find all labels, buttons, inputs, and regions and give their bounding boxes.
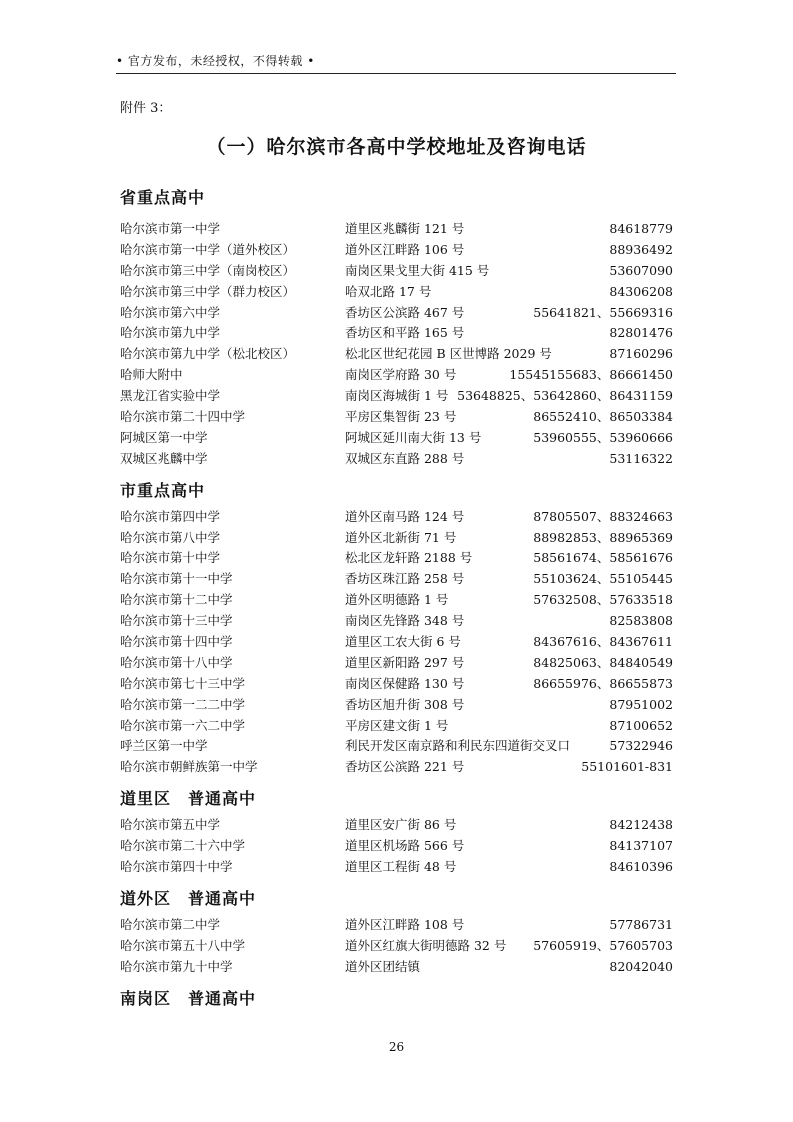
- school-phone: 84610396: [609, 859, 673, 875]
- school-row: [120, 611, 675, 632]
- document-title: （一）哈尔滨市各高中学校地址及咨询电话: [206, 136, 587, 158]
- school-address: 南岗区先锋路 348 号: [345, 613, 465, 629]
- school-address: 香坊区和平路 165 号: [345, 325, 465, 341]
- school-row: [120, 365, 675, 386]
- school-row: [120, 632, 675, 653]
- school-row: [120, 240, 675, 261]
- school-name: 哈尔滨市第三中学（群力校区）: [120, 283, 296, 299]
- page-number: 26: [388, 1040, 405, 1054]
- school-name: 黑龙江省实验中学: [120, 388, 221, 404]
- school-address: 道里区兆麟街 121 号: [345, 221, 465, 236]
- school-address: 道外区明德路 1 号: [345, 592, 449, 608]
- school-address: 松北区龙轩路 2188 号: [345, 550, 473, 566]
- school-name: 哈尔滨市第十中学: [120, 550, 221, 566]
- school-phone: 57322946: [609, 738, 673, 754]
- school-name: 呼兰区第一中学: [120, 738, 208, 754]
- school-phone: 84212438: [609, 817, 673, 833]
- section-heading: 市重点高中: [120, 480, 206, 500]
- school-address: 香坊区公滨路 467 号: [345, 304, 465, 320]
- section-heading: 道外区 普通高中: [120, 888, 257, 908]
- school-address: 道里区工农大街 6 号: [345, 634, 461, 650]
- school-phone: 87160296: [609, 346, 673, 362]
- school-row: [120, 569, 675, 590]
- school-row: [120, 303, 675, 324]
- school-address: 利民开发区南京路和利民东四道街交叉口: [345, 738, 571, 754]
- school-phone: 15545155683、86661450: [509, 367, 673, 383]
- school-row: [120, 386, 675, 407]
- school-phone: 53607090: [609, 262, 673, 278]
- school-address: 香坊区公滨路 221 号: [345, 759, 465, 775]
- school-phone: 88936492: [609, 241, 673, 257]
- school-name: 哈尔滨市第三中学（南岗校区）: [120, 262, 296, 278]
- school-phone: 86552410、86503384: [533, 409, 673, 425]
- school-address: 道里区机场路 566 号: [345, 838, 465, 854]
- school-phone: 88982853、88965369: [533, 529, 673, 545]
- school-row: [120, 695, 675, 716]
- school-name: 哈尔滨市第十八中学: [120, 654, 233, 670]
- school-row: [120, 957, 675, 978]
- school-name: 哈尔滨市第五十八中学: [120, 937, 246, 953]
- school-name: 哈尔滨市第七十三中学: [120, 675, 246, 691]
- school-address: 道外区江畔路 106 号: [345, 241, 465, 257]
- school-row: [120, 528, 675, 549]
- school-phone: 84137107: [609, 838, 673, 854]
- school-row: [120, 653, 675, 674]
- school-list: [120, 178, 675, 1015]
- school-address: 道里区安广街 86 号: [345, 817, 457, 833]
- school-phone: 82583808: [609, 613, 673, 629]
- school-row: [120, 428, 675, 449]
- school-name: 哈尔滨市第八中学: [120, 529, 221, 545]
- school-address: 双城区东直路 288 号: [345, 450, 465, 466]
- school-phone: 57632508、57633518: [533, 592, 673, 608]
- school-name: 哈尔滨市第四中学: [120, 508, 221, 524]
- school-address: 平房区建文街 1 号: [345, 717, 449, 733]
- school-row: [120, 674, 675, 695]
- school-name: 哈尔滨市朝鲜族第一中学: [120, 759, 258, 775]
- school-address: 道里区工程街 48 号: [345, 859, 457, 875]
- school-address: 松北区世纪花园 B 区世博路 2029 号: [345, 346, 552, 362]
- school-row: [120, 936, 675, 957]
- school-name: 哈尔滨市第五中学: [120, 817, 221, 833]
- school-name: 哈尔滨市第十二中学: [120, 592, 233, 608]
- page-header: • 官方发布，未经授权，不得转载 •: [116, 54, 315, 68]
- school-phone: 84825063、84840549: [533, 654, 673, 670]
- school-address: 道外区北新街 71 号: [345, 529, 457, 545]
- school-phone: 87951002: [609, 696, 673, 712]
- school-address: 南岗区海城街 1 号: [345, 388, 449, 404]
- school-address: 南岗区果戈里大街 415 号: [345, 262, 490, 278]
- school-row: [120, 736, 675, 757]
- school-name: 哈尔滨市第一中学（道外校区）: [120, 241, 296, 257]
- school-name: 双城区兆麟中学: [120, 450, 208, 466]
- school-phone: 86655976、86655873: [533, 675, 673, 691]
- school-row: [120, 915, 675, 936]
- school-address: 平房区集智街 23 号: [345, 409, 457, 425]
- school-name: 哈尔滨市第六中学: [120, 304, 221, 320]
- school-row: [120, 219, 675, 240]
- school-phone: 84367616、84367611: [533, 634, 673, 650]
- school-row: [120, 344, 675, 365]
- section-heading: 南岗区 普通高中: [120, 988, 257, 1008]
- school-row: [120, 323, 675, 344]
- school-address: 香坊区珠江路 258 号: [345, 571, 465, 587]
- school-phone: 82042040: [609, 958, 673, 974]
- school-name: 哈尔滨市第一中学: [120, 221, 221, 236]
- school-name: 哈尔滨市第九十中学: [120, 958, 233, 974]
- school-name: 哈尔滨市第二十四中学: [120, 409, 246, 425]
- school-row: [120, 449, 675, 470]
- school-row: [120, 836, 675, 857]
- school-row: [120, 282, 675, 303]
- school-address: 道里区新阳路 297 号: [345, 654, 465, 670]
- school-row: [120, 716, 675, 737]
- school-phone: 57605919、57605703: [533, 937, 673, 953]
- school-name: 哈尔滨市第十一中学: [120, 571, 233, 587]
- school-name: 哈尔滨市第一六二中学: [120, 717, 246, 733]
- school-address: 香坊区旭升街 308 号: [345, 696, 465, 712]
- section-heading: 道里区 普通高中: [120, 789, 257, 809]
- attachment-label: 附件 3：: [120, 101, 172, 116]
- school-address: 哈双北路 17 号: [345, 283, 432, 299]
- header-rule: [116, 73, 676, 74]
- school-name: 哈尔滨市第四十中学: [120, 859, 233, 875]
- school-name: 哈尔滨市第九中学（松北校区）: [120, 346, 296, 362]
- school-row: [120, 815, 675, 836]
- school-name: 阿城区第一中学: [120, 429, 208, 445]
- school-address: 道外区南马路 124 号: [345, 508, 465, 524]
- school-address: 道外区江畔路 108 号: [345, 916, 465, 932]
- school-address: 阿城区延川南大街 13 号: [345, 429, 482, 445]
- school-row: [120, 261, 675, 282]
- school-row: [120, 590, 675, 611]
- school-phone: 57786731: [609, 916, 673, 932]
- school-name: 哈尔滨市第一二二中学: [120, 696, 246, 712]
- school-row: [120, 857, 675, 878]
- school-phone: 53116322: [609, 450, 673, 466]
- school-address: 南岗区学府路 30 号: [345, 367, 457, 383]
- school-address: 道外区团结镇: [345, 958, 421, 974]
- school-name: 哈尔滨市第二中学: [120, 916, 221, 932]
- school-name: 哈尔滨市第十四中学: [120, 634, 233, 650]
- school-phone: 87100652: [609, 717, 673, 733]
- school-phone: 53960555、53960666: [533, 429, 673, 445]
- school-phone: 55103624、55105445: [533, 571, 673, 587]
- school-name: 哈尔滨市第二十六中学: [120, 838, 246, 854]
- school-phone: 84306208: [609, 283, 673, 299]
- school-row: [120, 407, 675, 428]
- school-name: 哈尔滨市第十三中学: [120, 613, 233, 629]
- school-address: 道外区红旗大街明德路 32 号: [345, 937, 507, 953]
- school-phone: 55641821、55669316: [533, 304, 673, 320]
- school-phone: 58561674、58561676: [533, 550, 673, 566]
- school-row: [120, 507, 675, 528]
- school-phone: 53648825、53642860、86431159: [457, 388, 673, 404]
- school-phone: 82801476: [609, 325, 673, 341]
- school-address: 南岗区保健路 130 号: [345, 675, 465, 691]
- school-row: [120, 548, 675, 569]
- school-phone: 87805507、88324663: [533, 508, 673, 524]
- school-name: 哈尔滨市第九中学: [120, 325, 221, 341]
- school-name: 哈师大附中: [120, 367, 183, 383]
- school-row: [120, 757, 675, 778]
- school-phone: 55101601-831: [581, 759, 673, 775]
- section-heading: 省重点高中: [120, 188, 206, 207]
- school-phone: 84618779: [609, 221, 673, 236]
